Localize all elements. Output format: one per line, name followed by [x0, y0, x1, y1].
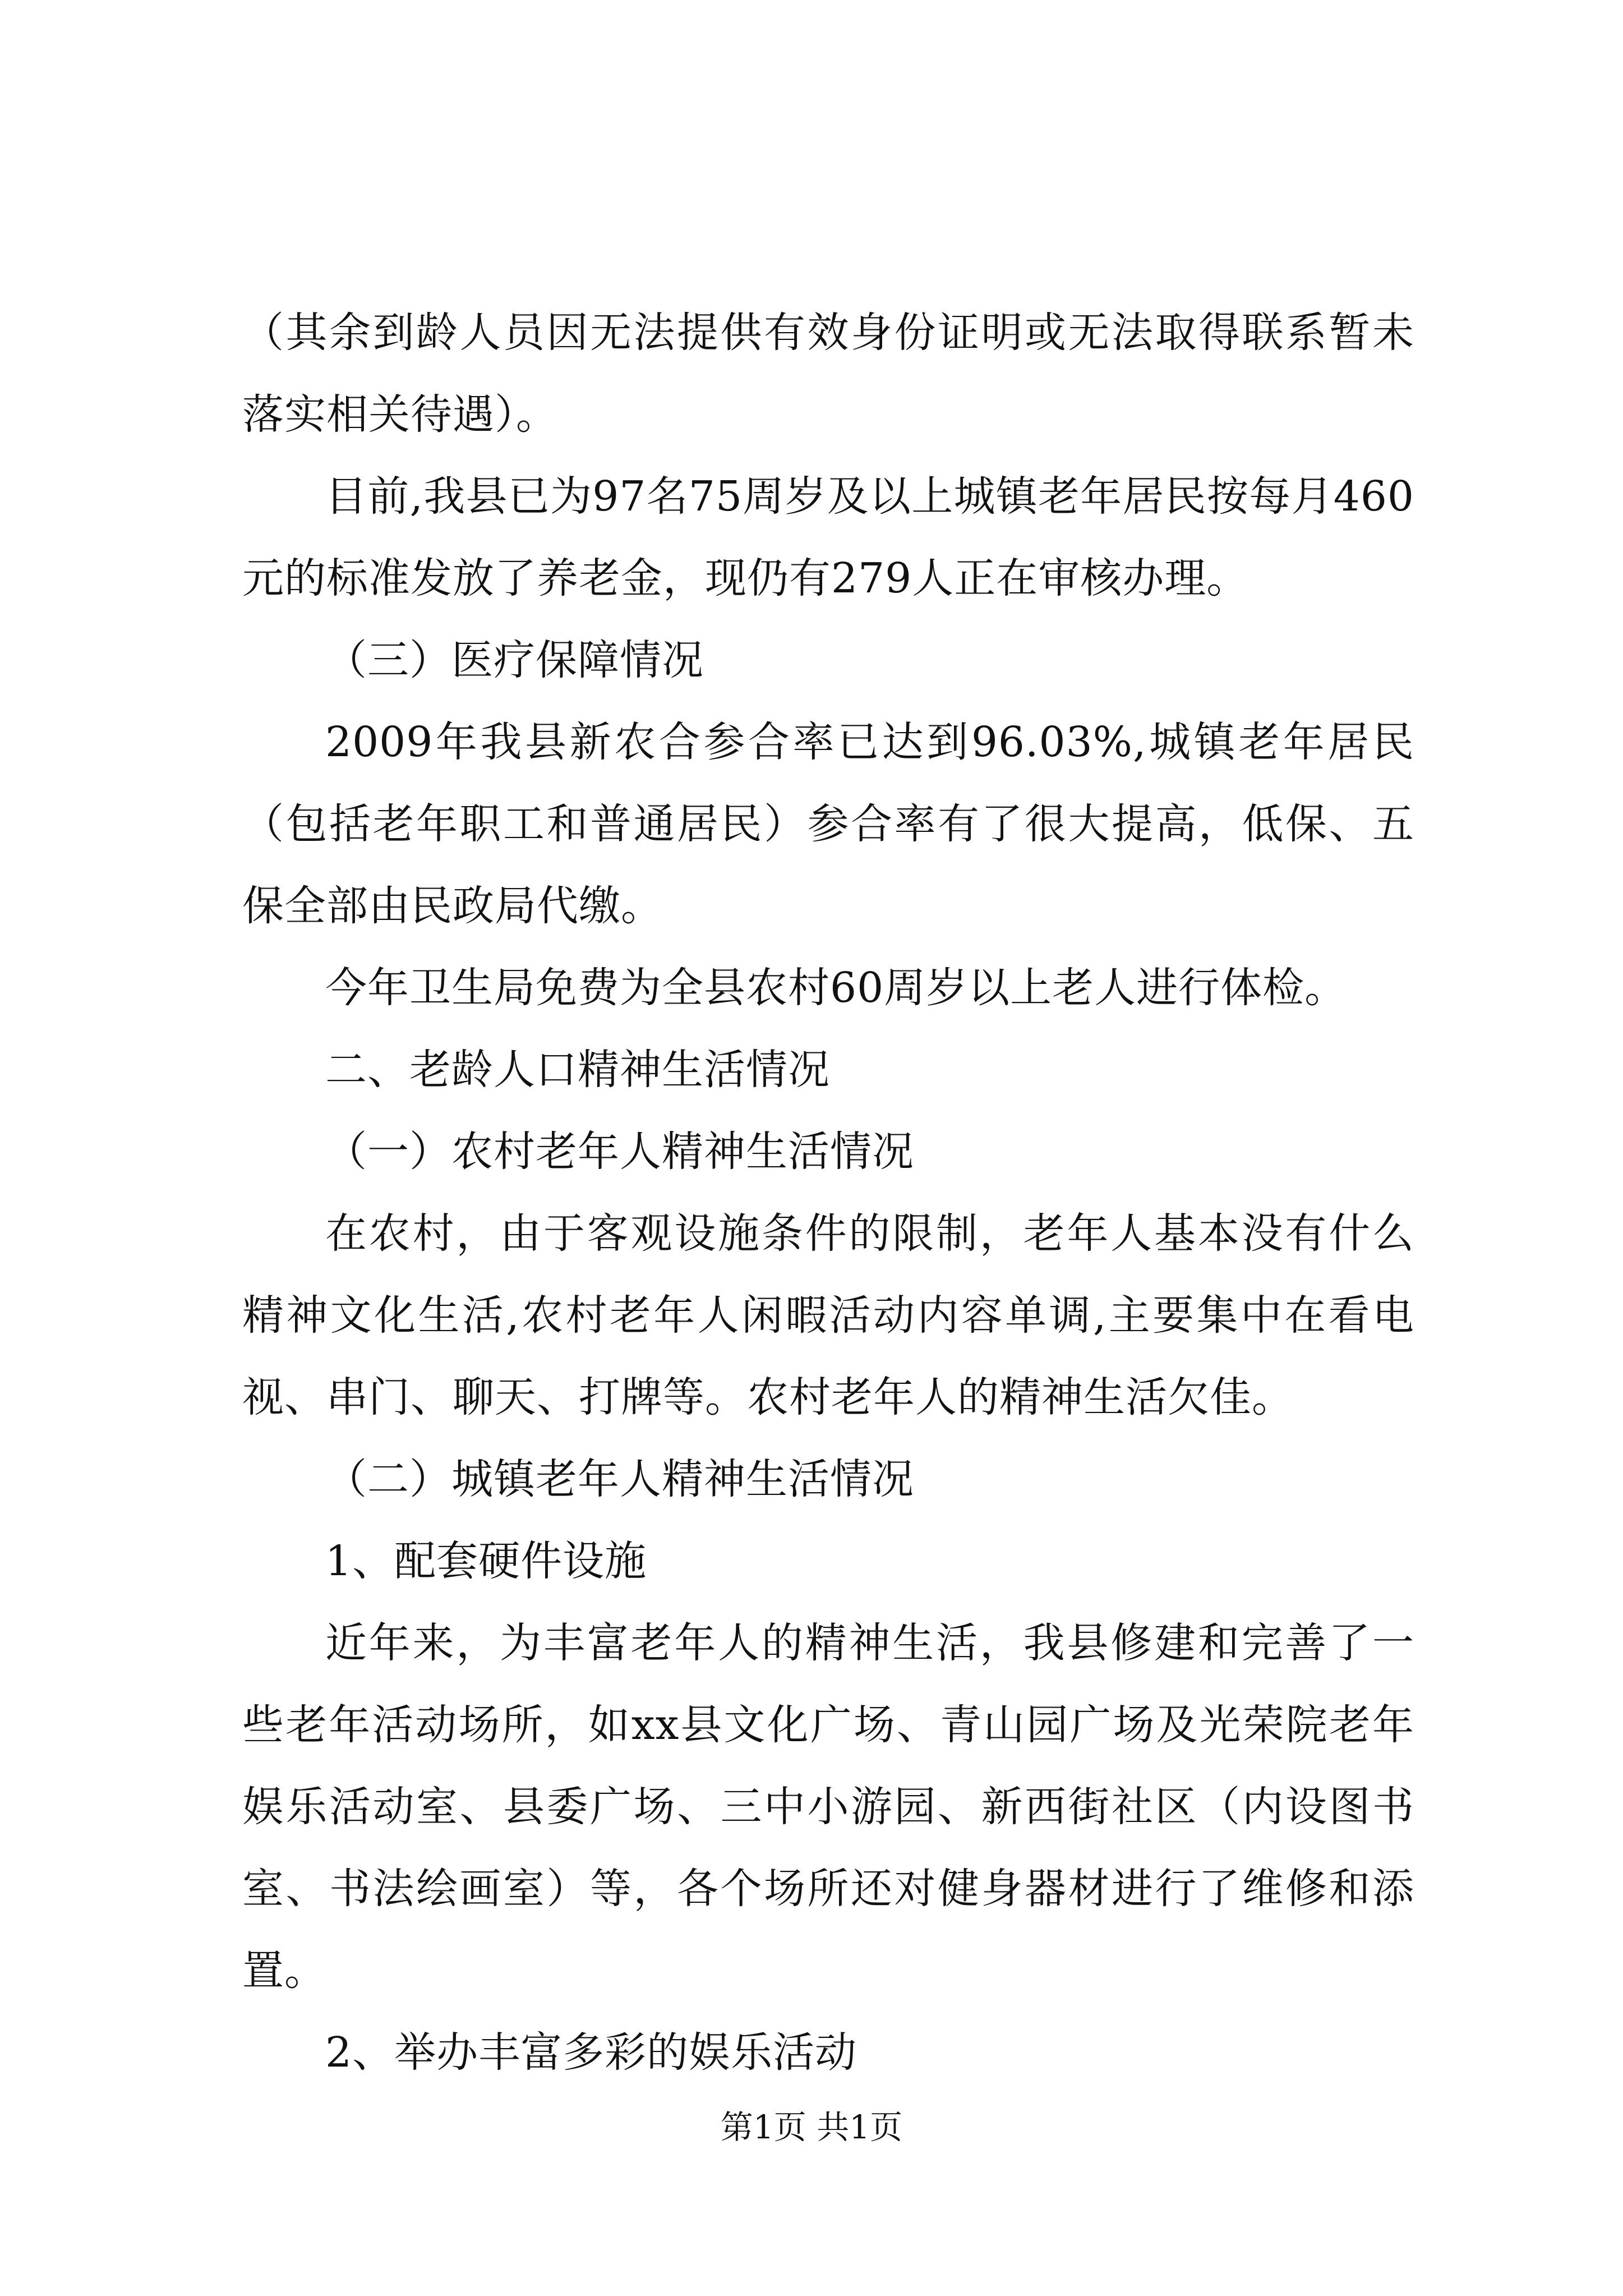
heading-activities: 2、举办丰富多彩的娱乐活动: [325, 2028, 857, 2077]
page-footer: 第1页 共1页: [720, 2108, 903, 2146]
heading-spiritual-life: 二、老龄人口精神生活情况: [325, 1046, 830, 1094]
document-body: [242, 292, 1414, 2093]
heading-facilities: 1、配套硬件设施: [325, 1537, 647, 1585]
paragraph-continuation: （其余到龄人员因无法提供有效身份证明或无法取得联系暂未落实相关待遇）。: [242, 309, 1414, 439]
heading-urban-spiritual-life: （二）城镇老年人精神生活情况: [325, 1455, 914, 1503]
paragraph-medical-rate: 2009年我县新农合参合率已达到96.03%,城镇老年居民（包括老年职工和普通居民）参合率有了很大提高，低保、五保全部由民政局代缴。: [242, 718, 1414, 930]
paragraph-health-check: 今年卫生局免费为全县农村60周岁以上老人进行体检。: [325, 964, 1347, 1012]
heading-rural-spiritual-life: （一）农村老年人精神生活情况: [325, 1128, 914, 1176]
heading-medical-security: （三）医疗保障情况: [325, 636, 704, 684]
paragraph-rural-life: 在农村，由于客观设施条件的限制，老年人基本没有什么精神文化生活,农村老年人闲暇活动内容单调,主要集中在看电视、串门、聊天、打牌等。农村老年人的精神生活欠佳。: [242, 1209, 1414, 1421]
paragraph-pension: 目前,我县已为97名75周岁及以上城镇老年居民按每月460元的标准发放了养老金，现仍有279人正在审核办理。: [242, 472, 1414, 602]
paragraph-facilities: 近年来，为丰富老年人的精神生活，我县修建和完善了一些老年活动场所，如xx县文化广场、青山园广场及光荣院老年娱乐活动室、县委广场、三中小游园、新西街社区（内设图书室、书法绘画室）等，各个场所还对健身器材进行了维修和添置。: [242, 1619, 1414, 1995]
